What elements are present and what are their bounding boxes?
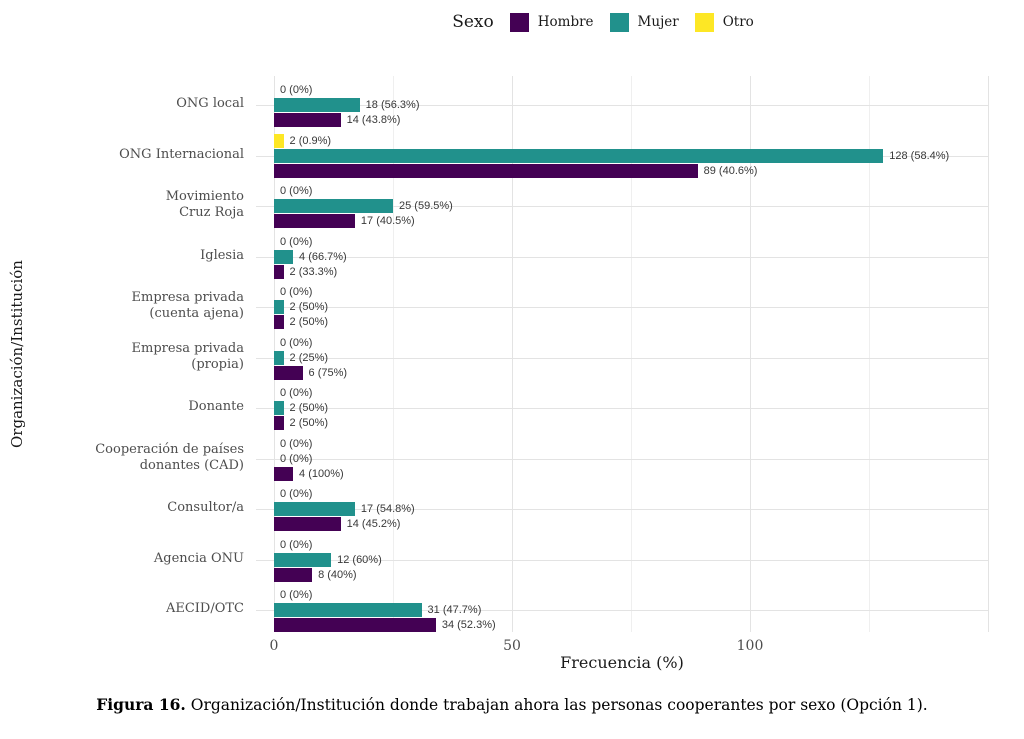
bar-mujer <box>274 502 355 516</box>
bar-row-mujer <box>256 300 988 314</box>
bar-value-label: 14 (43.8%) <box>346 114 401 126</box>
bar-row-hombre <box>256 467 988 481</box>
bar-row-hombre <box>256 366 988 380</box>
bar-value-label: 31 (47.7%) <box>427 604 482 616</box>
bar-mujer <box>274 199 393 213</box>
bar-value-label: 0 (0%) <box>280 185 313 197</box>
bar-group <box>256 336 988 381</box>
legend-swatch-mujer <box>610 13 629 32</box>
legend-label: Otro <box>722 14 754 30</box>
bar-value-label: 128 (58.4%) <box>889 149 950 162</box>
x-tick-label-0: 0 <box>269 638 279 654</box>
bar-row-otro <box>256 285 988 299</box>
bar-mujer <box>274 351 284 365</box>
legend-label: Mujer <box>637 14 679 30</box>
x-axis-title: Frecuencia (%) <box>560 653 684 672</box>
bar-value-label: 14 (45.2%) <box>346 518 401 530</box>
bar-hombre <box>274 164 698 178</box>
bar-row-mujer <box>256 502 988 516</box>
bar-group <box>256 588 988 633</box>
bar-value-label: 2 (0.9%) <box>289 134 332 147</box>
bar-value-label: 4 (66.7%) <box>299 250 347 263</box>
bar-group <box>256 285 988 330</box>
bar-row-hombre <box>256 416 988 430</box>
bar-row-otro <box>256 386 988 400</box>
bar-row-hombre <box>256 568 988 582</box>
bar-hombre <box>274 467 293 481</box>
bar-value-label: 6 (75%) <box>308 366 348 379</box>
bar-value-label: 12 (60%) <box>337 553 382 566</box>
bar-hombre <box>274 416 284 430</box>
category-label: Consultor/a <box>167 500 244 515</box>
bar-group <box>256 437 988 482</box>
bar-value-label: 0 (0%) <box>280 452 313 465</box>
bar-row-mujer <box>256 250 988 264</box>
bar-value-label: 2 (33.3%) <box>289 265 338 278</box>
bar-row-hombre <box>256 164 988 178</box>
bar-row-hombre <box>256 265 988 279</box>
bar-value-label: 2 (50%) <box>289 301 329 313</box>
bar-value-label: 0 (0%) <box>280 84 313 96</box>
bar-value-label: 17 (54.8%) <box>360 503 415 515</box>
bar-value-label: 4 (100%) <box>299 467 344 480</box>
legend-swatch-hombre <box>510 13 529 32</box>
x-tick-label-50: 50 <box>503 638 521 654</box>
legend-item-hombre <box>510 13 594 32</box>
bar-group <box>256 538 988 583</box>
legend-item-otro <box>695 13 754 32</box>
figure-caption <box>0 695 1024 714</box>
bar-value-label: 0 (0%) <box>280 437 313 450</box>
bar-hombre <box>274 366 303 380</box>
category-label: Agencia ONU <box>153 550 244 566</box>
bar-hombre <box>274 568 312 582</box>
bar-row-otro <box>256 235 988 249</box>
category-label: Empresa privada (cuenta ajena) <box>131 290 244 321</box>
bar-row-mujer <box>256 98 988 112</box>
bar-hombre <box>274 265 284 279</box>
bar-value-label: 8 (40%) <box>318 568 357 581</box>
bar-value-label: 0 (0%) <box>280 235 313 248</box>
category-label: ONG local <box>176 96 244 111</box>
bar-value-label: 25 (59.5%) <box>399 200 453 212</box>
legend-swatch-otro <box>695 13 714 32</box>
bar-group <box>256 386 988 431</box>
bar-value-label: 0 (0%) <box>280 286 313 298</box>
bar-hombre <box>274 618 436 632</box>
bar-row-otro <box>256 437 988 451</box>
bar-row-mujer <box>256 199 988 213</box>
bar-value-label: 2 (50%) <box>289 417 329 429</box>
category-label: ONG Internacional <box>119 146 244 162</box>
bar-group <box>256 134 988 179</box>
bar-value-label: 2 (25%) <box>289 351 329 364</box>
bar-row-hombre <box>256 517 988 531</box>
category-label: Iglesia <box>200 247 244 263</box>
bar-row-mujer <box>256 351 988 365</box>
bar-mujer <box>274 300 284 314</box>
bar-row-mujer <box>256 603 988 617</box>
bar-row-otro <box>256 336 988 350</box>
y-axis-title: Organización/Institución <box>8 260 26 448</box>
legend-title: Sexo <box>452 12 494 32</box>
bar-value-label: 17 (40.5%) <box>360 215 415 227</box>
bar-group <box>256 184 988 229</box>
legend-item-mujer <box>610 13 679 32</box>
bar-group <box>256 235 988 280</box>
category-label: Empresa privada (propia) <box>131 340 244 372</box>
bar-row-otro <box>256 487 988 501</box>
bar-value-label: 0 (0%) <box>280 387 313 399</box>
bar-mujer <box>274 250 293 264</box>
x-tick-label-100: 100 <box>736 638 764 654</box>
bar-hombre <box>274 113 341 127</box>
bar-otro <box>274 134 284 148</box>
bar-mujer <box>274 149 883 163</box>
bar-row-otro <box>256 184 988 198</box>
bar-row-hombre <box>256 214 988 228</box>
bar-value-label: 0 (0%) <box>280 336 313 349</box>
bar-hombre <box>274 315 284 329</box>
chart-legend <box>99 12 1024 32</box>
bar-hombre <box>274 517 341 531</box>
category-label: Donante <box>188 399 244 414</box>
bar-value-label: 0 (0%) <box>280 589 313 601</box>
chart-panel <box>256 76 988 632</box>
bar-mujer <box>274 98 360 112</box>
legend-label: Hombre <box>537 14 594 30</box>
bar-mujer <box>274 401 284 415</box>
bar-row-mujer <box>256 553 988 567</box>
bar-mujer <box>274 603 422 617</box>
bar-value-label: 34 (52.3%) <box>441 619 496 631</box>
bar-row-otro <box>256 83 988 97</box>
bar-group <box>256 487 988 532</box>
bar-value-label: 0 (0%) <box>280 538 313 551</box>
bar-group <box>256 83 988 128</box>
bar-value-label: 2 (50%) <box>289 316 329 328</box>
bar-row-otro <box>256 538 988 552</box>
bar-value-label: 0 (0%) <box>280 488 313 500</box>
bar-value-label: 18 (56.3%) <box>365 99 420 111</box>
category-label: Movimiento Cruz Roja <box>165 189 244 220</box>
bar-row-mujer <box>256 452 988 466</box>
bar-hombre <box>274 214 355 228</box>
caption-text: Organización/Institución donde trabajan ahora las personas cooperantes por sexo (Opción 1). <box>185 696 928 714</box>
gridline-major-x150 <box>988 76 989 632</box>
category-label: Cooperación de países donantes (CAD) <box>95 441 244 473</box>
bar-row-otro <box>256 588 988 602</box>
bar-row-mujer <box>256 149 988 163</box>
category-label: AECID/OTC <box>165 601 244 616</box>
bar-row-hombre <box>256 113 988 127</box>
bar-row-mujer <box>256 401 988 415</box>
bar-value-label: 89 (40.6%) <box>703 164 758 177</box>
bar-row-hombre <box>256 618 988 632</box>
bar-row-hombre <box>256 315 988 329</box>
bar-mujer <box>274 553 331 567</box>
bar-value-label: 2 (50%) <box>289 402 329 414</box>
bar-row-otro <box>256 134 988 148</box>
caption-number: Figura 16. <box>96 695 186 714</box>
